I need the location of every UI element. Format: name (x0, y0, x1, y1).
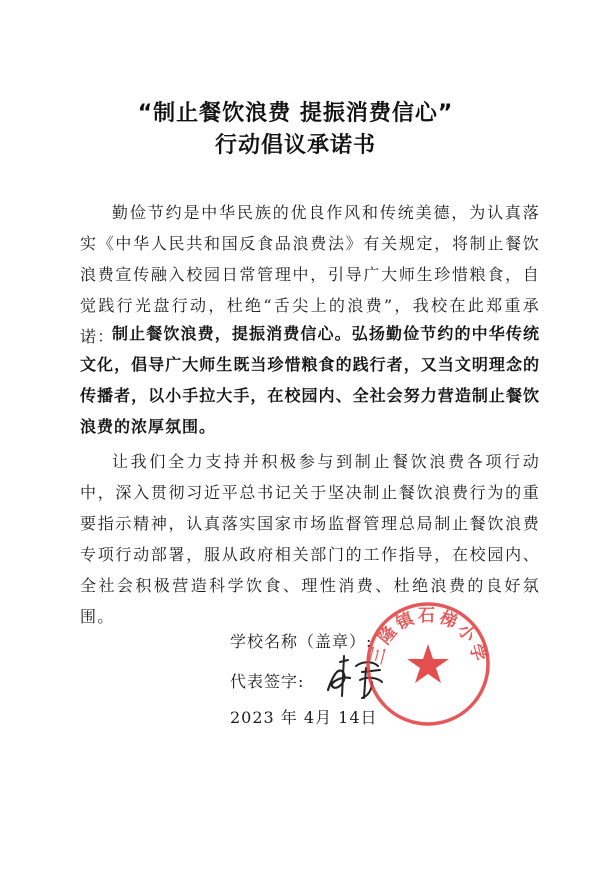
representative-signature-label: 代表签字: (230, 672, 305, 691)
school-name-label: 学校名称（盖章）: (230, 632, 373, 651)
svg-text:三隆镇石梯小学: 三隆镇石梯小学 (366, 606, 490, 667)
paragraph-1: 勤俭节约是中华民族的优良作风和传统美德，为认真落实《中华人民共和国反食品浪费法》有关规定，将制止餐饮浪费宣传融入校园日常管理中，引导广大师生珍惜粮食，自觉践行光盘行动，杜绝“舌尖上的浪费”，我校在此郑重承诺： (80, 203, 540, 346)
title-line-1: “制止餐饮浪费 提振消费信心” (137, 101, 454, 126)
official-seal-stamp (362, 598, 494, 730)
paragraph-2: 制止餐饮浪费，提振消费信心。弘扬勤俭节约的中华传统文化，倡导广大师生既当珍惜粮食的践行者，又当文明理念的传播者，以小手拉大手，在校园内、全社会努力营造制止餐饮浪费的浓厚氛围。 (80, 324, 540, 436)
date-line: 2023 年 4月 14日 (230, 708, 378, 727)
paragraph-3: 让我们全力支持并积极参与到制止餐饮浪费各项行动中，深入贯彻习近平总书记关于坚决制止餐饮浪费行为的重要指示精神，认真落实国家市场监督管理总局制止餐饮浪费专项行动部署，服从政府相关部门的工作指导，在校园内、全社会积极营造科学饮食、理性消费、杜绝浪费的良好氛围。 (80, 452, 540, 626)
title-line-2: 行动倡议承诺书 (214, 133, 376, 158)
